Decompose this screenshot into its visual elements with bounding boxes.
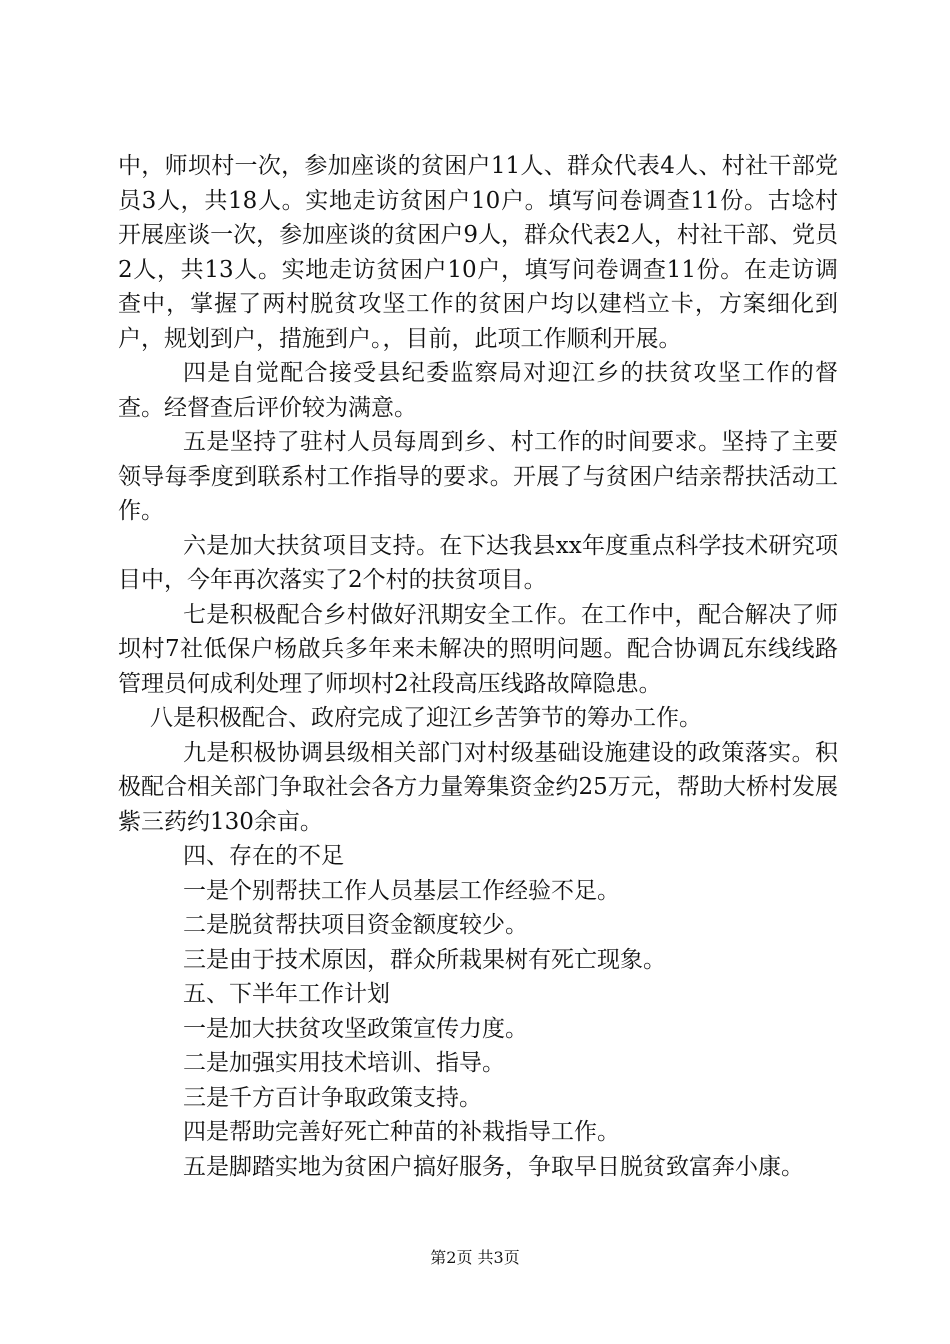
shortcoming-item: 三是由于技术原因，群众所栽果树有死亡现象。 xyxy=(183,946,666,973)
section-heading-shortcomings: 四、存在的不足 xyxy=(183,843,344,869)
plan-item: 三是千方百计争取政策支持。 xyxy=(183,1084,482,1111)
plan-item: 五是脚踏实地为贫困户搞好服务，争取早日脱贫致富奔小康。 xyxy=(183,1153,804,1180)
paragraph-item-6: 六是加大扶贫项目支持。在下达我县xx年度重点科学技术研究项目中，今年再次落实了2个村的扶贫项目。 xyxy=(118,532,838,593)
plan-item: 二是加强实用技术培训、指导。 xyxy=(183,1050,505,1076)
paragraph-item-9: 九是积极协调县级相关部门对村级基础设施建设的政策落实。积极配合相关部门争取社会各方力量筹集资金约25万元，帮助大桥村发展紫三药约130余亩。 xyxy=(118,739,838,835)
paragraph-item-4: 四是自觉配合接受县纪委监察局对迎江乡的扶贫攻坚工作的督查。经督查后评价较为满意。 xyxy=(118,360,838,421)
plan-item: 一是加大扶贫攻坚政策宣传力度。 xyxy=(183,1015,528,1042)
paragraph-item-8: 八是积极配合、政府完成了迎江乡苦笋节的筹办工作。 xyxy=(150,705,702,731)
shortcoming-item: 二是脱贫帮扶项目资金额度较少。 xyxy=(183,912,528,938)
document-body xyxy=(118,149,838,1184)
section-heading-plan: 五、下半年工作计划 xyxy=(183,981,390,1007)
paragraph-continued: 中，师坝村一次，参加座谈的贫困户11人、群众代表4人、村社干部党员3人，共18人。实地走访贫困户10户。填写问卷调查11份。古埝村开展座谈一次，参加座谈的贫困户9人，群众代表2人，村社干部、党员2人，共13人。实地走访贫困户10户，填写问卷调查11份。在走访调查中，掌握了两村脱贫攻坚工作的贫困户均以建档立卡，方案细化到户，规划到户，措施到户。，目前，此项工作顺利开展。 xyxy=(118,153,838,352)
shortcoming-item: 一是个别帮扶工作人员基层工作经验不足。 xyxy=(183,877,620,904)
paragraph-item-5: 五是坚持了驻村人员每周到乡、村工作的时间要求。坚持了主要领导每季度到联系村工作指导的要求。开展了与贫困户结亲帮扶活动工作。 xyxy=(118,429,838,524)
plan-item: 四是帮助完善好死亡种苗的补栽指导工作。 xyxy=(183,1119,620,1145)
page-footer: 第2页 共3页 xyxy=(430,1248,520,1267)
paragraph-item-7: 七是积极配合乡村做好汛期安全工作。在工作中，配合解决了师坝村7社低保户杨啟兵多年来未解决的照明问题。配合协调瓦东线线路管理员何成利处理了师坝村2社段高压线路故障隐患。 xyxy=(118,601,838,697)
